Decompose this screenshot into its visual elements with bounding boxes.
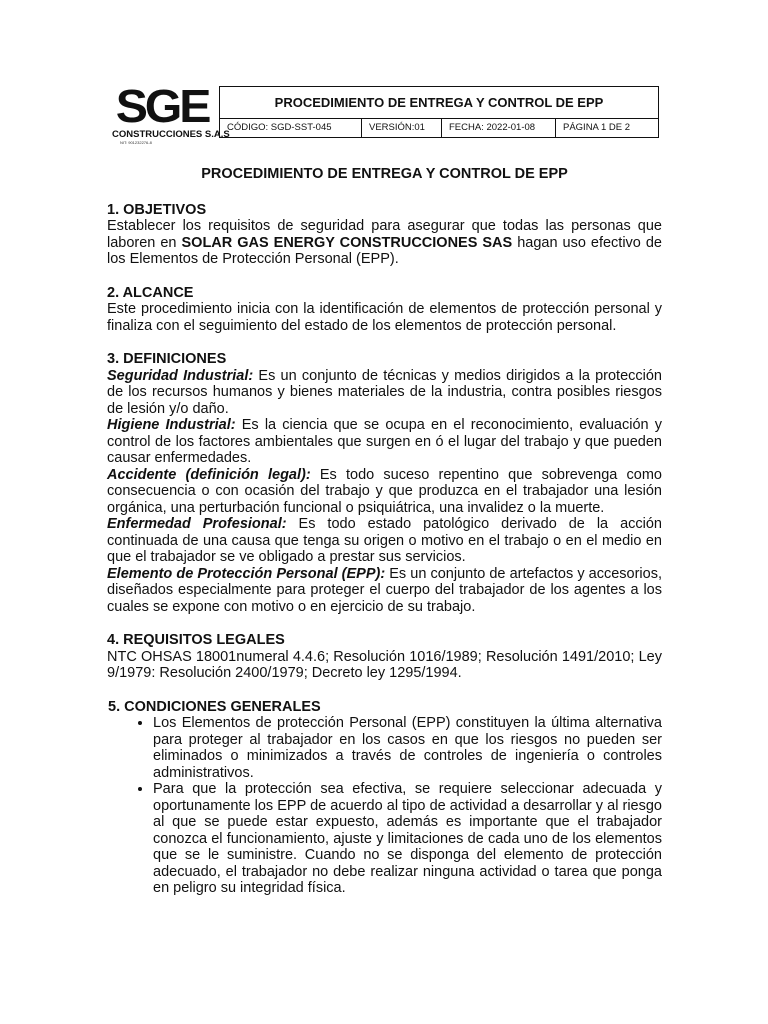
company-name: SOLAR GAS ENERGY CONSTRUCCIONES SAS	[181, 234, 513, 251]
section-condiciones-generales	[107, 699, 662, 897]
bullet-item: • Los Elementos de protección Personal (EPP) constituyen la última alternativa para proteger al trabajador en los casos en que los riesgos no pueden ser eliminados o minimizados a través de controles de ingeniería o controles administrativos.	[153, 715, 662, 781]
section-objetivos	[107, 202, 662, 268]
header-pagina: PÁGINA 1 DE 2	[563, 122, 631, 133]
definition-term: Higiene Industrial:	[107, 417, 236, 433]
definition-item	[107, 566, 662, 616]
section-paragraph	[107, 218, 662, 268]
header-meta-row	[220, 119, 658, 138]
definition-text: Es todo suceso repentino que sobrevenga como consecuencia o con ocasión del trabajo y que produzca en el trabajador una lesión orgánica, una perturbación funcional o psiquiátrica, una invalidez o la muerte.	[107, 466, 662, 516]
document-body	[107, 166, 662, 914]
section-paragraph: Este procedimiento inicia con la identificación de elementos de protección personal y finaliza con el seguimiento del estado de los elementos de protección personal.	[107, 301, 662, 334]
document-header-table	[219, 86, 659, 138]
definition-item	[107, 417, 662, 467]
definition-item	[107, 467, 662, 517]
logo-nit: NIT: 901232276-8	[120, 140, 152, 145]
definition-text: Es un conjunto de técnicas y medios dirigidos a la protección de los recursos humanos y bienes materiales de la industria, contra posibles riesgos de lesión y/o daño.	[107, 367, 662, 417]
section-alcance	[107, 285, 662, 335]
definition-item	[107, 368, 662, 418]
bullet-list	[107, 715, 662, 897]
text-span: Establecer los requisitos de seguridad para asegurar que todas las personas que laboren en	[107, 218, 662, 251]
section-heading: 5. CONDICIONES GENERALES	[108, 698, 321, 715]
section-heading: 1. OBJETIVOS	[107, 201, 207, 218]
section-heading: 4. REQUISITOS LEGALES	[107, 632, 285, 648]
definition-text: Es un conjunto de artefactos y accesorios, diseñados especialmente para proteger el cuerpo del trabajador de los agentes a los cuales se expone con motivo o en ejercicio de su trabajo.	[107, 565, 662, 615]
definition-item	[107, 516, 662, 566]
header-codigo: CÓDIGO: SGD-SST-045	[220, 119, 362, 138]
definition-term: Accidente (definición legal):	[107, 466, 311, 483]
section-definiciones	[107, 351, 662, 615]
section-heading: 2. ALCANCE	[107, 284, 194, 301]
document-title: PROCEDIMIENTO DE ENTREGA Y CONTROL DE EPP	[201, 166, 568, 182]
section-requisitos-legales	[107, 632, 662, 682]
bullet-item: • Para que la protección sea efectiva, se requiere seleccionar adecuada y oportunamente los EPP de acuerdo al tipo de actividad a desarrollar y al riesgo al que se puede estar expuesto, además es importante que el trabajador conozca el funcionamiento, ajuste y limitaciones de cada uno de los elementos que se le suministre. Cuando no se disponga del elemento de protección adecuado, el trabajador no debe realizar ninguna actividad o tarea que ponga en peligro su integridad física.	[153, 781, 662, 897]
text-span: hagan uso efectivo de los Elementos de Protección Personal (EPP).	[107, 234, 662, 267]
definition-text: Es la ciencia que se ocupa en el reconocimiento, evaluación y control de los factores ambientales que surgen en ó el lugar del trabajo y que pueden causar enfermedades.	[107, 417, 662, 466]
definition-term: Seguridad Industrial:	[107, 367, 254, 384]
definition-term: Enfermedad Profesional:	[107, 516, 287, 532]
header-version: VERSIÓN:01	[362, 119, 442, 138]
definition-text: Es todo estado patológico derivado de la acción continuada de una causa que tenga su origen o motivo en el trabajo o en el medio en que el trabajador se ve obligado a prestar sus servicios.	[107, 516, 662, 565]
company-logo	[112, 80, 230, 150]
section-heading: 3. DEFINICIONES	[107, 351, 227, 367]
logo-text: SGE	[115, 80, 209, 132]
header-fecha: FECHA: 2022-01-08	[442, 119, 556, 138]
section-paragraph: NTC OHSAS 18001numeral 4.4.6; Resolución 1016/1989; Resolución 1491/2010; Ley 9/1979: Resolución 2400/1979; Decreto ley 1295/1994.	[107, 648, 662, 681]
header-title: PROCEDIMIENTO DE ENTREGA Y CONTROL DE EPP	[220, 87, 658, 119]
logo-subtitle: CONSTRUCCIONES S.A.S	[112, 129, 230, 140]
definition-term: Elemento de Protección Personal (EPP):	[107, 565, 386, 582]
